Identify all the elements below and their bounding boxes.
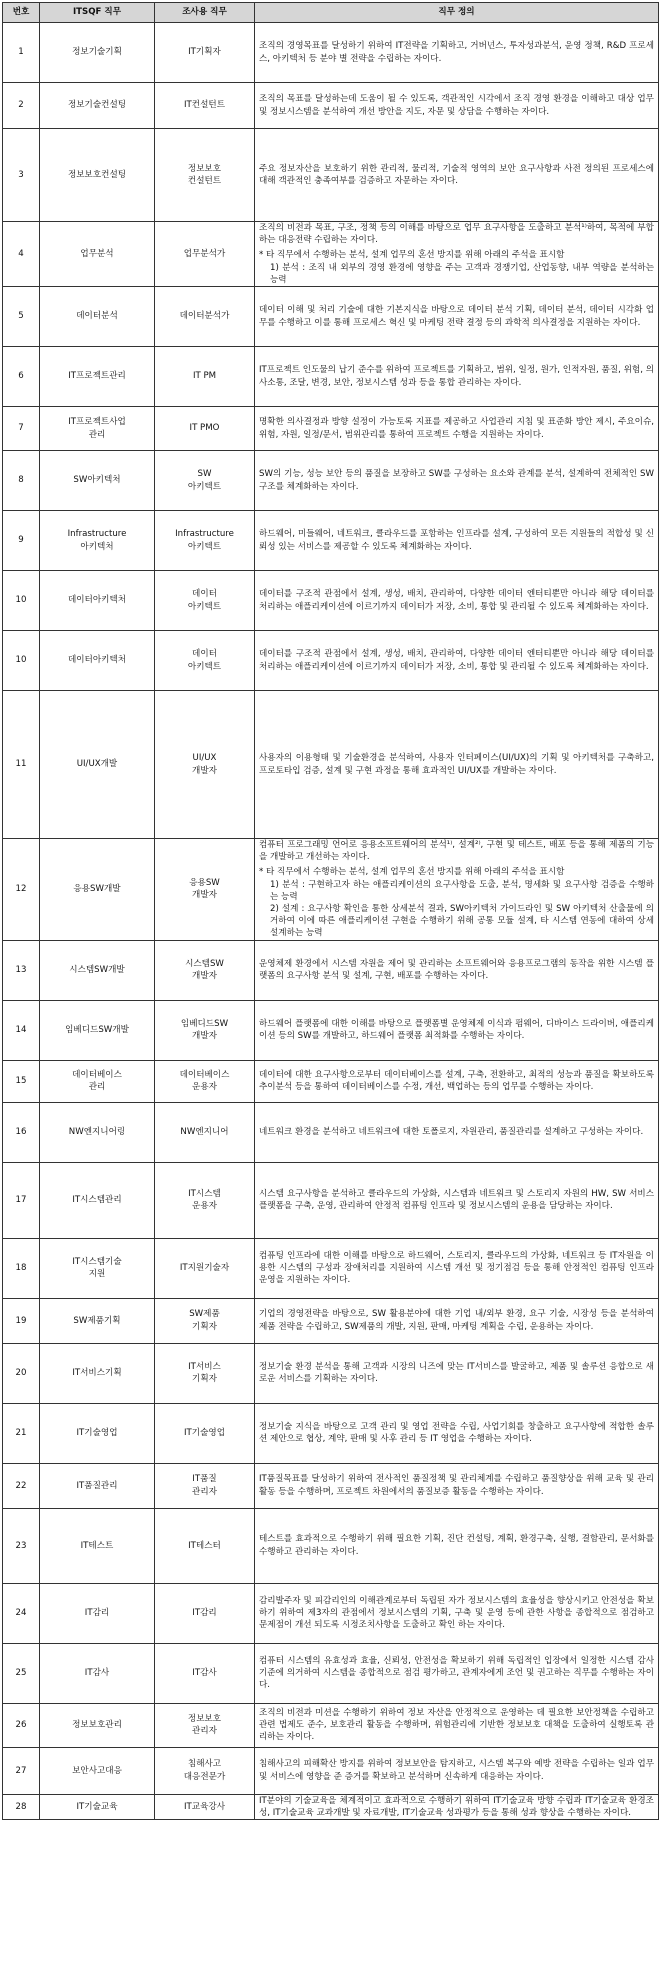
table-row [3,1794,659,1819]
itsqf-role-text: IT품질관리 [76,1480,118,1491]
survey-role-text: 시스템SW 개발자 [185,958,224,982]
table-row [3,1583,659,1643]
survey-role-text: 정보보호 관리자 [187,1713,222,1737]
survey-role-text: 데이터 아키텍트 [187,649,222,672]
table-row [3,511,659,571]
survey-role [155,839,255,941]
row-number-text: 12 [15,884,27,895]
itsqf-role-text: 시스템SW개발 [69,965,125,976]
row-number-text: 10 [15,655,27,666]
role-definition-text: 정보기술 지식을 바탕으로 고객 관리 및 영업 전략을 수립, 사업기회를 창출하고 요구사항에 적합한 솔루션 제안으로 협상, 계약, 판매 및 사후 관리 등 IT 영업을 수행하는 자이다. [259,1421,654,1445]
survey-role-text: IT테스터 [188,1540,221,1551]
role-definition [255,1463,659,1508]
itsqf-role [40,1403,155,1463]
survey-role [155,1000,255,1060]
role-definition-text: 데이터를 구조적 관점에서 설계, 생성, 배치, 관리하여, 다양한 데이터 엔터티뿐만 아니라 해당 데이터를 처리하는 애플리케이션에 이르기까지 데이터가 저장, 소비, 통합 및 관리될 수 있도록 체계화하는 자이다. [259,589,654,612]
survey-role-text: 응용SW 개발자 [189,878,220,901]
table-row [3,129,659,222]
itsqf-role-text: 정보기술기획 [72,47,122,58]
row-number-text: 16 [15,1127,27,1138]
row-number [3,1403,40,1463]
table-row [3,1102,659,1162]
survey-role-text: IT교육강사 [184,1801,225,1812]
itsqf-role-text: 데이터분석 [76,311,118,322]
row-number [3,1102,40,1162]
role-definition-text: 명확한 의사결정과 방향 설정이 가능토록 지표를 제공하고 사업관리 지침 및 표준화 방안 제시, 주요이슈, 위험, 자원, 일정/문서, 범위관리를 통하여 프로젝트 수행을 지원하는 자이다. [259,417,654,440]
itsqf-role [40,1343,155,1403]
table-row [3,631,659,691]
itsqf-role [40,1508,155,1583]
row-number-text: 9 [18,535,24,546]
annotation-note: * 타 직무에서 수행하는 분석, 설계 업무의 혼선 방지를 위해 아래의 주석을 표시함 [259,250,565,261]
role-definition-text: IT분야의 기술교육을 체계적이고 효과적으로 수행하기 위하여 IT기술교육 방향 수립과 IT기술교육 환경조성, IT기술교육 교과개발 및 자료개발, IT기술교육 성과평가 등을 통해 성과 향상을 수행하는 자이다. [259,1795,654,1818]
row-number [3,83,40,129]
role-definition [255,1747,659,1794]
itsqf-role-text: IT감사 [84,1668,110,1679]
role-definition [255,451,659,511]
row-number-text: 3 [18,169,24,180]
table-row [3,23,659,83]
itsqf-role-text: IT기술교육 [76,1801,118,1812]
itsqf-role-text: 정보보호컨설팅 [67,169,127,180]
role-definition-text: 테스트를 효과적으로 수행하기 위해 필요한 기획, 진단 컨설팅, 계획, 환경구축, 실행, 결함관리, 문서화를 수행하고 관리하는 자이다. [259,1534,654,1557]
survey-role [155,1102,255,1162]
itsqf-role-text: IT서비스기획 [72,1368,122,1379]
itsqf-role [40,83,155,129]
itsqf-role-text: IT시스템관리 [72,1195,122,1206]
role-definition [255,631,659,691]
survey-role [155,129,255,222]
role-definition [255,571,659,631]
row-number-text: 20 [15,1368,27,1379]
role-definition [255,1343,659,1403]
itsqf-role-text: 업무분석 [80,248,114,259]
survey-role [155,571,255,631]
itsqf-role [40,511,155,571]
row-number-text: 24 [15,1608,27,1619]
row-number-text: 4 [18,248,24,259]
table-row [3,1403,659,1463]
row-number [3,347,40,407]
itsqf-role [40,1747,155,1794]
role-definition-text: 감리발주자 및 피감리인의 이해관계로부터 독립된 자가 정보시스템의 효율성을 향상시키고 안전성을 확보하기 위하여 제3자의 관점에서 정보시스템의 기획, 구축 및 운영 등에 관한 사항을 종합적으로 점검하고 문제점이 개선 되도록 시정조치사항을 도출하고 확인 하는 자이다. [259,1595,654,1631]
row-number-text: 22 [15,1480,27,1491]
itsqf-role [40,222,155,287]
itsqf-role [40,1060,155,1102]
table-row [3,83,659,129]
survey-role-text: IT품질 관리자 [192,1474,217,1497]
itsqf-role-text: NW엔지니어링 [68,1127,126,1138]
survey-role [155,1583,255,1643]
annotation-item: 2) 설계 : 요구사항 확인을 통한 상세분석 결과, SW아키텍처 가이드라인 및 SW 아키텍처 산출물에 의거하여 이에 따른 애플리케이션 구현을 수행하기 위해 공통 모듈 설계, 타 시스템 연동에 대하여 상세 설계하는 능력 [270,904,654,939]
row-number-text: 13 [15,965,27,976]
row-number-text: 1 [18,47,24,58]
table-row [3,1000,659,1060]
survey-role-text: IT PM [192,371,217,382]
role-definition [255,1162,659,1238]
role-definition [255,347,659,407]
survey-role [155,1403,255,1463]
itsqf-role-text: 데이터아키텍처 [67,655,127,666]
row-number-text: 17 [15,1195,27,1206]
table-row [3,287,659,347]
table-header-row [3,3,659,23]
survey-role-text: Infrastructure 아키텍트 [175,529,234,552]
role-definition-text: 시스템 요구사항을 분석하고 클라우드의 가상화, 시스템과 네트워크 및 스토리지 자원의 HW, SW 서비스 플랫폼을 구축, 운영, 관리하여 안정적 컴퓨팅 인프라 및 정보시스템의 운용을 담당하는 자이다. [259,1188,654,1212]
table-body [3,23,659,1820]
survey-role-text: 침해사고 대응전문가 [183,1759,226,1782]
role-definition [255,511,659,571]
role-definition-text: 컴퓨터 프로그래밍 언어로 응용소프트웨어의 분석¹⁾, 설계²⁾, 구현 및 테스트, 배포 등을 통해 제품의 기능을 개발하고 개선하는 자이다. [259,840,654,863]
itsqf-role [40,347,155,407]
survey-role [155,222,255,287]
survey-role [155,347,255,407]
role-definition [255,407,659,451]
role-definition [255,23,659,83]
table-row [3,1298,659,1343]
row-number [3,940,40,1000]
table-row [3,839,659,941]
survey-role-text: 업무분석가 [183,248,226,259]
header-definition: 직무 정의 [255,3,659,23]
itsqf-role-text: 보안사고대응 [72,1765,122,1776]
survey-role-text: SW제품 기획자 [189,1309,220,1332]
role-definition [255,839,659,941]
row-number [3,1343,40,1403]
survey-role [155,451,255,511]
itsqf-role [40,1000,155,1060]
survey-role [155,1060,255,1102]
row-number-text: 18 [15,1263,27,1274]
survey-role-text: IT감사 [192,1668,217,1679]
row-number [3,1508,40,1583]
itsqf-role [40,1102,155,1162]
role-definition [255,1000,659,1060]
row-number [3,129,40,222]
itsqf-role-text: 데이터베이스 관리 [72,1069,122,1093]
survey-role [155,1703,255,1747]
itsqf-role [40,940,155,1000]
survey-role [155,287,255,347]
itsqf-role [40,571,155,631]
role-definition-text: 하드웨어, 미들웨어, 네트워크, 클라우드를 포함하는 인프라를 설계, 구성하여 모든 지원들의 적합성 및 신뢰성 있는 서비스를 제공할 수 있도록 체계화하는 자이다. [259,529,654,552]
row-number-text: 2 [18,100,24,111]
itsqf-role [40,1238,155,1298]
survey-role [155,1794,255,1819]
row-number-text: 10 [15,595,27,606]
itsqf-role-text: 응용SW개발 [73,884,121,895]
itsqf-role [40,1583,155,1643]
role-definition-text: IT품질목표를 달성하기 위하여 전사적인 품질정책 및 관리체계를 수립하고 품질향상을 위해 교육 및 관리활동 등을 수행하며, 프로젝트 차원에서의 품질보증 활동을 수행하는 자이다. [259,1474,654,1497]
itsqf-role [40,129,155,222]
role-definition [255,691,659,839]
survey-role [155,407,255,451]
itsqf-role [40,691,155,839]
row-number-text: 6 [18,371,24,382]
row-number [3,23,40,83]
row-number-text: 14 [15,1025,27,1036]
itsqf-role-text: IT프로젝트사업 관리 [68,417,126,440]
role-definition-text: IT프로젝트 인도물의 납기 준수를 위하여 프로젝트를 기획하고, 범위, 일정, 원가, 인적자원, 품질, 위험, 의사소통, 조달, 변경, 보안, 정보시스템 성과 등을 통합 관리하는 자이다. [259,365,654,388]
role-definition [255,940,659,1000]
row-number-text: 15 [15,1076,27,1087]
row-number [3,631,40,691]
table-row [3,1703,659,1747]
header-itsqf-role: ITSQF 직무 [40,3,155,23]
table-row [3,1643,659,1703]
header-survey-role: 조사용 직무 [155,3,255,23]
row-number [3,839,40,941]
row-number-text: 8 [18,475,24,486]
survey-role-text: IT감리 [192,1608,217,1619]
role-definition [255,1643,659,1703]
row-number [3,1000,40,1060]
role-definition-text: 조직의 목표를 달성하는데 도움이 될 수 있도록, 객관적인 시각에서 조직 경영 환경을 이해하고 대상 업무 및 정보시스템을 분석하여 개선 방안을 지도, 자문 및 상담을 수행하는 자이다. [259,94,654,117]
survey-role-text: 데이터 아키텍트 [187,589,222,612]
survey-role [155,23,255,83]
role-definition-text: 컴퓨터 시스템의 유효성과 효율, 신뢰성, 안전성을 확보하기 위해 독립적인 입장에서 일정한 시스템 감사 기준에 의거하여 시스템을 종합적으로 점검 평가하고, 관계자에게 조언 및 권고하는 직무를 수행하는 자이다. [259,1655,654,1691]
row-number-text: 11 [15,759,27,770]
itsqf-role [40,287,155,347]
role-definition-text: 데이터를 구조적 관점에서 설계, 생성, 배치, 관리하여, 다양한 데이터 엔터티뿐만 아니라 해당 데이터를 처리하는 애플리케이션에 이르기까지 데이터가 저장, 소비, 통합 및 관리될 수 있도록 체계화하는 자이다. [259,649,654,672]
row-number-text: 5 [18,311,24,322]
role-definition [255,1238,659,1298]
table-row [3,451,659,511]
table-row [3,407,659,451]
itsqf-role-text: UI/UX개발 [76,759,118,770]
itsqf-role [40,1463,155,1508]
itsqf-role-text: IT프로젝트관리 [68,371,126,382]
itsqf-role-text: SW아키텍처 [73,475,121,486]
itsqf-role-text: 데이터아키텍처 [67,595,127,606]
row-number-text: 27 [15,1765,27,1776]
row-number [3,1060,40,1102]
role-definition [255,1298,659,1343]
survey-role-text: IT PMO [189,423,220,434]
itsqf-role [40,23,155,83]
survey-role [155,1747,255,1794]
table-row [3,1343,659,1403]
row-number [3,1747,40,1794]
table-row [3,1060,659,1102]
role-definition-text: 사용자의 이용형태 및 기술환경을 분석하여, 사용자 인터페이스(UI/UX)의 기획 및 아키텍처를 구축하고, 프로토타입 검증, 설계 및 구현 과정을 통해 효과적인 UI/UX를 개발하는 자이다. [259,753,654,776]
row-number-text: 21 [15,1428,27,1439]
row-number [3,407,40,451]
itsqf-role [40,1794,155,1819]
role-definition [255,1583,659,1643]
survey-role [155,1162,255,1238]
role-definition-text: 조직의 경영목표를 달성하기 위하여 IT전략을 기획하고, 거버넌스, 투자성과분석, 운영 정책, R&D 프로세스, 아키텍처 등 분야 별 전략을 수립하는 자이다. [259,41,654,64]
row-number [3,451,40,511]
survey-role [155,1463,255,1508]
role-definition-text: 하드웨어 플랫폼에 대한 이해를 바탕으로 플랫폼별 운영체제 이식과 펌웨어, 디바이스 드라이버, 애플리케이션 등의 SW를 개발하고, 하드웨어 플랫폼 최적화를 수행하는 자이다. [259,1018,654,1042]
role-definition-text: 기업의 경영전략을 바탕으로, SW 활용분야에 대한 기업 내/외부 환경, 요구 기술, 시장성 등을 분석하여 제품 전략을 수립하고, SW제품의 개발, 지원, 판매, 마케팅 계획을 수립, 운용하는 자이다. [259,1309,654,1332]
row-number [3,1583,40,1643]
survey-role-text: IT지원기술자 [179,1263,230,1274]
survey-role [155,1298,255,1343]
role-definition-text: 데이터에 대한 요구사항으로부터 데이터베이스를 설계, 구축, 전환하고, 최적의 성능과 품질을 확보하도록 추이분석 등을 통하여 데이터베이스를 수정, 개선, 백업하는 등의 업무를 수행하는 자이다. [259,1069,654,1093]
role-definition-text: 조직의 비전과 미션을 수행하기 위하여 정보 자산을 안정적으로 운영하는 데 필요한 보안정책을 수립하고 관련 법제도 준수, 보호관리 활동을 수행하며, 위험관리에 기반한 정보보호 대책을 도출하여 실행토록 관리하는 자이다. [259,1707,654,1743]
row-number [3,691,40,839]
row-number-text: 28 [15,1801,27,1812]
row-number [3,1238,40,1298]
itsqf-role-text: IT기술영업 [76,1428,118,1439]
table-row [3,691,659,839]
survey-role-text: NW엔지니어 [180,1127,229,1138]
table-row [3,1747,659,1794]
row-number [3,1794,40,1819]
row-number-text: 26 [15,1720,27,1731]
row-number [3,287,40,347]
itsqf-role [40,631,155,691]
survey-role [155,631,255,691]
role-definition [255,1403,659,1463]
survey-role-text: IT기술영업 [184,1428,225,1439]
row-number [3,1643,40,1703]
table-row [3,571,659,631]
job-definition-table [2,2,659,1820]
header-no: 번호 [3,3,40,23]
role-definition [255,1703,659,1747]
role-definition-text: 주요 정보자산을 보호하기 위한 관리적, 물리적, 기술적 영역의 보안 요구사항과 사전 정의된 프로세스에 대해 객관적인 충족여부를 검증하고 자문하는 자이다. [259,163,654,186]
role-definition-text: 정보기술 환경 분석을 통해 고객과 시장의 니즈에 맞는 IT서비스를 발굴하고, 제품 및 솔루션 응합으로 새로운 서비스를 기획하는 자이다. [259,1361,654,1385]
survey-role-text: UI/UX 개발자 [192,753,217,776]
table-row [3,1238,659,1298]
table-row [3,940,659,1000]
itsqf-role-text: IT감리 [84,1608,110,1619]
survey-role [155,691,255,839]
role-definition [255,287,659,347]
table-row [3,1508,659,1583]
row-number [3,1463,40,1508]
annotation-item: 1) 분석 : 구현하고자 하는 애플리케이션의 요구사항을 도출, 분석, 명세화 및 요구사항 검증을 수행하는 능력 [270,879,654,902]
itsqf-role [40,1703,155,1747]
itsqf-role [40,1643,155,1703]
survey-role-text: SW 아키텍트 [187,469,222,492]
role-definition [255,1794,659,1819]
table-row [3,347,659,407]
annotation-note: * 타 직무에서 수행하는 분석, 설계 업무의 혼선 방지를 위해 아래의 주석을 표시함 [259,867,565,878]
survey-role [155,1508,255,1583]
row-number-text: 25 [15,1668,27,1679]
role-definition-text: 침해사고의 피해확산 방지를 위하여 정보보안을 탐지하고, 시스템 복구와 예방 전략을 수립하는 일과 업무 및 서비스에 영향을 준 증거를 확보하고 분석하며 신속하게 대응하는 자이다. [259,1759,654,1782]
survey-role [155,1643,255,1703]
role-definition [255,1508,659,1583]
survey-role [155,1238,255,1298]
survey-role-text: IT시스템 운용자 [188,1188,221,1212]
role-definition [255,1060,659,1102]
survey-role [155,511,255,571]
itsqf-role-text: 정보기술컨설팅 [67,100,127,111]
row-number-text: 7 [18,423,24,434]
row-number [3,1703,40,1747]
row-number [3,1298,40,1343]
row-number [3,511,40,571]
table-row [3,1162,659,1238]
survey-role-text: 임베디드SW 개발자 [180,1018,229,1042]
itsqf-role [40,1298,155,1343]
itsqf-role-text: SW제품기획 [73,1315,121,1326]
table-row [3,222,659,287]
role-definition-text: 네트워크 환경을 분석하고 네트워크에 대한 토폴로지, 자원관리, 품질관리를 설계하고 구성하는 자이다. [259,1127,644,1138]
role-definition-text: 컴퓨팅 인프라에 대한 이해를 바탕으로 하드웨어, 스토리지, 클라우드의 가상화, 네트워크 등 IT자원을 이용한 시스템의 구성과 장애처리를 지원하여 시스템 개선 및 정기점검 등을 통해 안정적인 컴퓨팅 인프라 운영을 지원하는 자이다. [259,1250,654,1286]
role-definition [255,83,659,129]
survey-role-text: 데이터분석가 [179,311,230,322]
survey-role-text: 데이터베이스 운용자 [179,1069,230,1093]
itsqf-role [40,839,155,941]
survey-role [155,1343,255,1403]
row-number [3,571,40,631]
itsqf-role [40,407,155,451]
itsqf-role-text: IT테스트 [80,1540,114,1551]
itsqf-role-text: 임베디드SW개발 [65,1025,129,1036]
itsqf-role [40,451,155,511]
survey-role [155,940,255,1000]
role-definition [255,222,659,287]
annotation-item: 1) 분석 : 조직 내 외부의 경영 환경에 영향을 주는 고객과 경쟁기업, 산업동향, 내부 역량을 분석하는 능력 [270,262,654,285]
role-definition-text: 운영체제 환경에서 시스템 자원을 제어 및 관리하는 소프트웨어와 응용프로그램의 동작을 위한 시스템 플랫폼의 요구사항 분석 및 설계, 구현, 배포를 수행하는 자이다. [259,958,654,982]
survey-role-text: 정보보호 컨설턴트 [187,163,222,186]
row-number-text: 19 [15,1315,27,1326]
role-definition [255,1102,659,1162]
role-definition-text: 데이터 이해 및 처리 기술에 대한 기본지식을 바탕으로 데이터 분석 기획, 데이터 분석, 데이터 시각화 업무를 수행하고 이를 통해 프로세스 혁신 및 마케팅 전략 결정 등의 과학적 의사결정을 지원하는 자이다. [259,305,654,328]
role-definition-text: SW의 기능, 성능 보안 등의 품질을 보장하고 SW를 구성하는 요소와 관계를 분석, 설계하여 전체적인 SW 구조를 체계화하는 자이다. [259,469,654,492]
survey-role-text: IT컨설턴트 [184,100,225,111]
itsqf-role-text: Infrastructure 아키텍처 [67,529,127,552]
role-definition [255,129,659,222]
itsqf-role-text: 정보보호관리 [72,1720,122,1731]
survey-role-text: IT서비스 기획자 [188,1361,221,1385]
itsqf-role [40,1162,155,1238]
row-number [3,1162,40,1238]
survey-role-text: IT기획자 [188,47,221,58]
row-number [3,222,40,287]
table-row [3,1463,659,1508]
role-definition-text: 조직의 비전과 목표, 구조, 정책 등의 이해를 바탕으로 업무 요구사항을 도출하고 분석¹⁾하여, 목적에 부합하는 대응전략 수립하는 자이다. [259,223,654,246]
survey-role [155,83,255,129]
itsqf-role-text: IT시스템기술 지원 [72,1256,122,1280]
row-number-text: 23 [15,1540,27,1551]
